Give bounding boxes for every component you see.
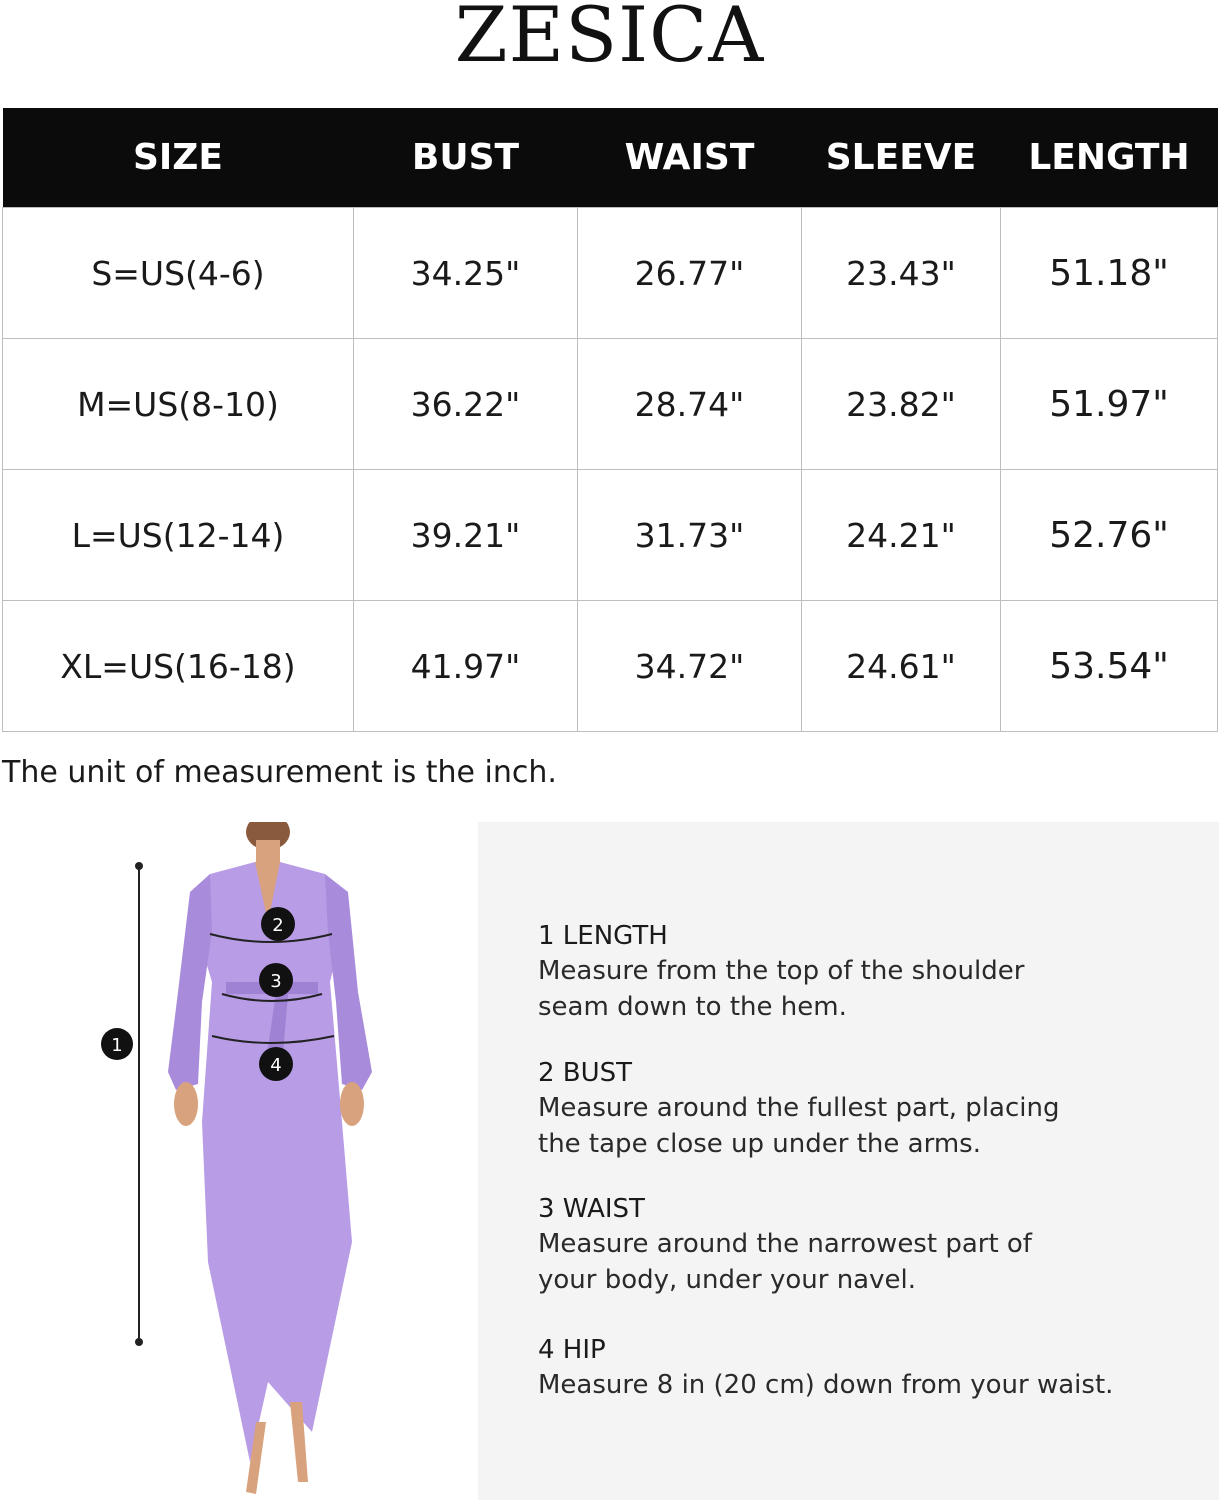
cell-bust: 34.25" [354, 208, 578, 339]
guide-title: 3 WAIST [538, 1194, 645, 1224]
unit-note: The unit of measurement is the inch. [2, 755, 557, 790]
header-sleeve: SLEEVE [802, 108, 1001, 208]
cell-waist: 26.77" [578, 208, 802, 339]
guide-text: Measure from the top of the shoulder seam down to the hem. [538, 956, 1025, 1022]
brand-logo: ZESICA [454, 0, 765, 79]
cell-bust: 39.21" [354, 470, 578, 601]
marker-3 [259, 963, 293, 997]
size-chart-header-row [3, 108, 1218, 208]
guide-length [538, 919, 1198, 1025]
header-size: SIZE [3, 108, 354, 208]
marker-4 [259, 1047, 293, 1081]
header-bust: BUST [354, 108, 578, 208]
cell-length: 52.76" [1001, 470, 1218, 601]
marker-2 [261, 907, 295, 941]
table-row [3, 470, 1218, 601]
cell-length: 53.54" [1001, 601, 1218, 732]
guide-text: Measure 8 in (20 cm) down from your waist. [538, 1370, 1114, 1400]
cell-size: S=US(4-6) [3, 208, 354, 339]
cell-length: 51.18" [1001, 208, 1218, 339]
guide-bust [538, 1056, 1198, 1162]
marker-1 [101, 1028, 133, 1060]
guide-text: Measure around the narrowest part of your body, under your navel. [538, 1229, 1032, 1295]
cell-size: M=US(8-10) [3, 339, 354, 470]
guide-waist [538, 1192, 1198, 1298]
cell-waist: 28.74" [578, 339, 802, 470]
svg-text:1: 1 [111, 1035, 123, 1056]
table-row [3, 339, 1218, 470]
header-waist: WAIST [578, 108, 802, 208]
guide-title: 4 HIP [538, 1335, 606, 1365]
svg-text:3: 3 [270, 971, 282, 992]
guide-title: 2 BUST [538, 1058, 633, 1088]
cell-bust: 36.22" [354, 339, 578, 470]
guide-title: 1 LENGTH [538, 921, 668, 951]
guide-text: Measure around the fullest part, placing the tape close up under the arms. [538, 1093, 1060, 1159]
cell-length: 51.97" [1001, 339, 1218, 470]
cell-waist: 31.73" [578, 470, 802, 601]
cell-sleeve: 24.21" [802, 470, 1001, 601]
table-row [3, 208, 1218, 339]
size-chart-table [2, 108, 1218, 732]
svg-text:4: 4 [270, 1055, 282, 1076]
cell-sleeve: 23.82" [802, 339, 1001, 470]
cell-bust: 41.97" [354, 601, 578, 732]
header-length: LENGTH [1001, 108, 1218, 208]
svg-text:2: 2 [272, 915, 284, 936]
guide-hip [538, 1333, 1198, 1403]
measurement-figure [90, 822, 470, 1500]
table-row [3, 601, 1218, 732]
measurement-guide-panel [478, 822, 1219, 1500]
cell-size: XL=US(16-18) [3, 601, 354, 732]
cell-sleeve: 24.61" [802, 601, 1001, 732]
cell-sleeve: 23.43" [802, 208, 1001, 339]
cell-waist: 34.72" [578, 601, 802, 732]
cell-size: L=US(12-14) [3, 470, 354, 601]
dress-illustration [90, 822, 470, 1500]
